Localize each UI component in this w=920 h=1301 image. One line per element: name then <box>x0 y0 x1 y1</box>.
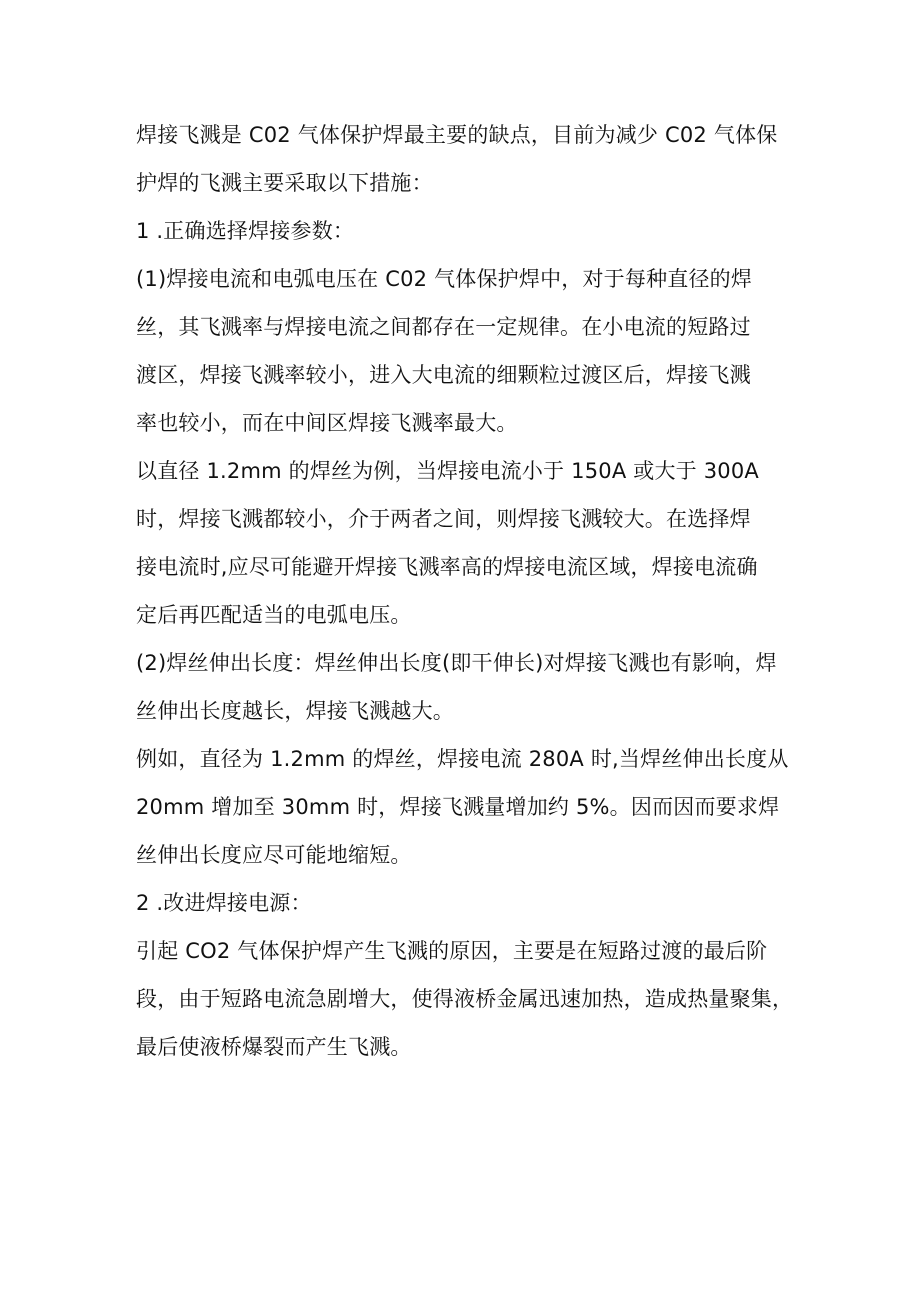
text-line: 丝伸出长度应尽可能地缩短。 <box>136 843 412 867</box>
section-heading: 1 .正确选择焊接参数： <box>136 219 355 243</box>
text-line: 渡区，焊接飞溅率较小，进入大电流的细颗粒过渡区后，焊接飞溅 <box>136 363 751 387</box>
text-line: 接电流时,应尽可能避开焊接飞溅率高的焊接电流区域，焊接电流确 <box>136 555 758 579</box>
text-line: 例如，直径为 1.2mm 的焊丝，焊接电流 280A 时,当焊丝伸出长度从 <box>136 747 789 771</box>
text-line: 以直径 1.2mm 的焊丝为例，当焊接电流小于 150A 或大于 300A <box>136 459 759 483</box>
section-heading: 2 .改进焊接电源： <box>136 891 312 915</box>
text-line: 丝，其飞溅率与焊接电流之间都存在一定规律。在小电流的短路过 <box>136 315 751 339</box>
text-line: 引起 CO2 气体保护焊产生飞溅的原因，主要是在短路过渡的最后阶 <box>136 939 768 963</box>
text-line: 护焊的飞溅主要采取以下措施： <box>136 171 433 195</box>
text-line: 时，焊接飞溅都较小，介于两者之间，则焊接飞溅较大。在选择焊 <box>136 507 751 531</box>
text-line: (1)焊接电流和电弧电压在 C02 气体保护焊中，对于每种直径的焊 <box>136 267 753 291</box>
text-line: 最后使液桥爆裂而产生飞溅。 <box>136 1035 412 1059</box>
text-line: 20mm 增加至 30mm 时，焊接飞溅量增加约 5%。因而因而要求焊 <box>136 795 780 819</box>
text-line: 定后再匹配适当的电弧电压。 <box>136 603 412 627</box>
text-line: 焊接飞溅是 C02 气体保护焊最主要的缺点，目前为减少 C02 气体保 <box>136 123 778 147</box>
text-line: 丝伸出长度越长，焊接飞溅越大。 <box>136 699 454 723</box>
text-line: 段，由于短路电流急剧增大，使得液桥金属迅速加热，造成热量聚集， <box>136 987 794 1011</box>
text-line: (2)焊丝伸出长度：焊丝伸出长度(即干伸长)对焊接飞溅也有影响，焊 <box>136 651 777 675</box>
text-line: 率也较小，而在中间区焊接飞溅率最大。 <box>136 411 518 435</box>
document-body <box>136 111 796 1071</box>
